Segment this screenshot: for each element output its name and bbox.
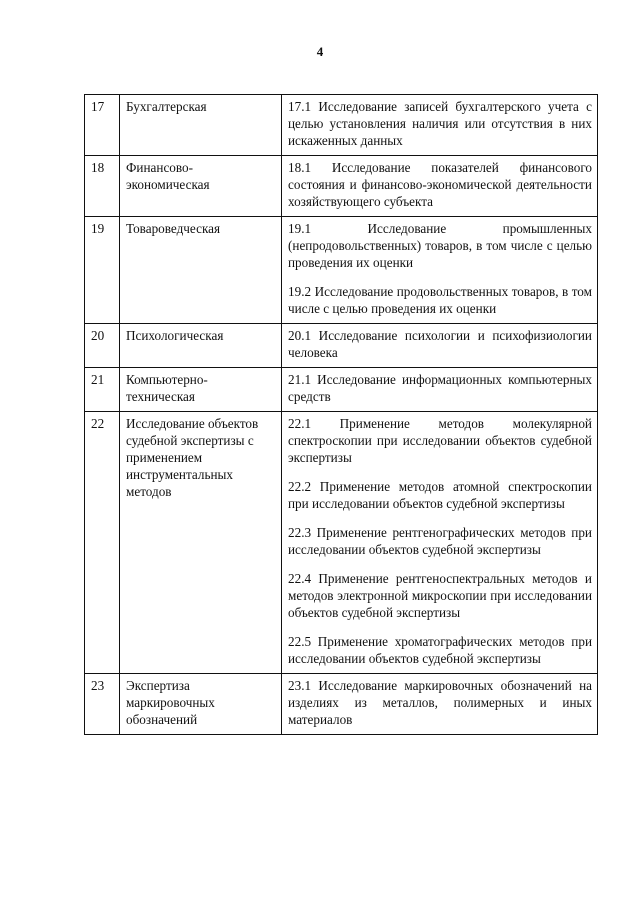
table-row — [85, 674, 598, 735]
research-item: 23.1 Исследование маркировочных обозначений на изделиях из металлов, полимерных и иных материалов — [288, 678, 592, 727]
table-row — [85, 412, 598, 674]
research-items — [282, 156, 598, 217]
research-item: 17.1 Исследование записей бухгалтерского учета с целью установления наличия или отсутствия в них искаженных данных — [288, 99, 592, 148]
research-items — [282, 368, 598, 412]
row-number: 20 — [85, 324, 120, 368]
research-item: 22.4 Применение рентгеноспектральных методов и методов электронной микроскопии при исследовании объектов судебной экспертизы — [288, 571, 592, 620]
table-row — [85, 95, 598, 156]
research-items — [282, 95, 598, 156]
table-row — [85, 217, 598, 324]
research-item: 21.1 Исследование информационных компьютерных средств — [288, 372, 592, 404]
row-number: 21 — [85, 368, 120, 412]
row-number: 18 — [85, 156, 120, 217]
research-item: 20.1 Исследование психологии и психофизиологии человека — [288, 328, 592, 360]
expertise-type: Финансово-экономическая — [120, 156, 282, 217]
research-item: 22.5 Применение хроматографических методов при исследовании объектов судебной экспертизы — [288, 634, 592, 666]
expertise-type: Товароведческая — [120, 217, 282, 324]
expertise-type: Экспертиза маркировочных обозначений — [120, 674, 282, 735]
table-row — [85, 368, 598, 412]
research-items — [282, 674, 598, 735]
table-row — [85, 324, 598, 368]
row-number: 23 — [85, 674, 120, 735]
expertise-type: Психологическая — [120, 324, 282, 368]
research-items — [282, 324, 598, 368]
expertise-type: Бухгалтерская — [120, 95, 282, 156]
research-item: 22.1 Применение методов молекулярной спектроскопии при исследовании объектов судебной экспертизы — [288, 416, 592, 465]
research-items — [282, 217, 598, 324]
row-number: 17 — [85, 95, 120, 156]
page-number: 4 — [316, 44, 324, 59]
research-item: 22.2 Применение методов атомной спектроскопии при исследовании объектов судебной экспертизы — [288, 479, 592, 511]
research-items — [282, 412, 598, 674]
expertise-table — [84, 94, 598, 735]
research-item: 18.1 Исследование показателей финансового состояния и финансово-экономической деятельности хозяйствующего субъекта — [288, 160, 592, 209]
expertise-type: Исследование объектов судебной экспертизы с применением инструментальных методов — [120, 412, 282, 674]
row-number: 19 — [85, 217, 120, 324]
research-item: 22.3 Применение рентгенографических методов при исследовании объектов судебной экспертизы — [288, 525, 592, 557]
research-item: 19.2 Исследование продовольственных товаров, в том числе с целью проведения их оценки — [288, 284, 592, 316]
expertise-type: Компьютерно-техническая — [120, 368, 282, 412]
table-row — [85, 156, 598, 217]
research-item: 19.1 Исследование промышленных (непродовольственных) товаров, в том числе с целью проведения их оценки — [288, 221, 592, 270]
row-number: 22 — [85, 412, 120, 674]
